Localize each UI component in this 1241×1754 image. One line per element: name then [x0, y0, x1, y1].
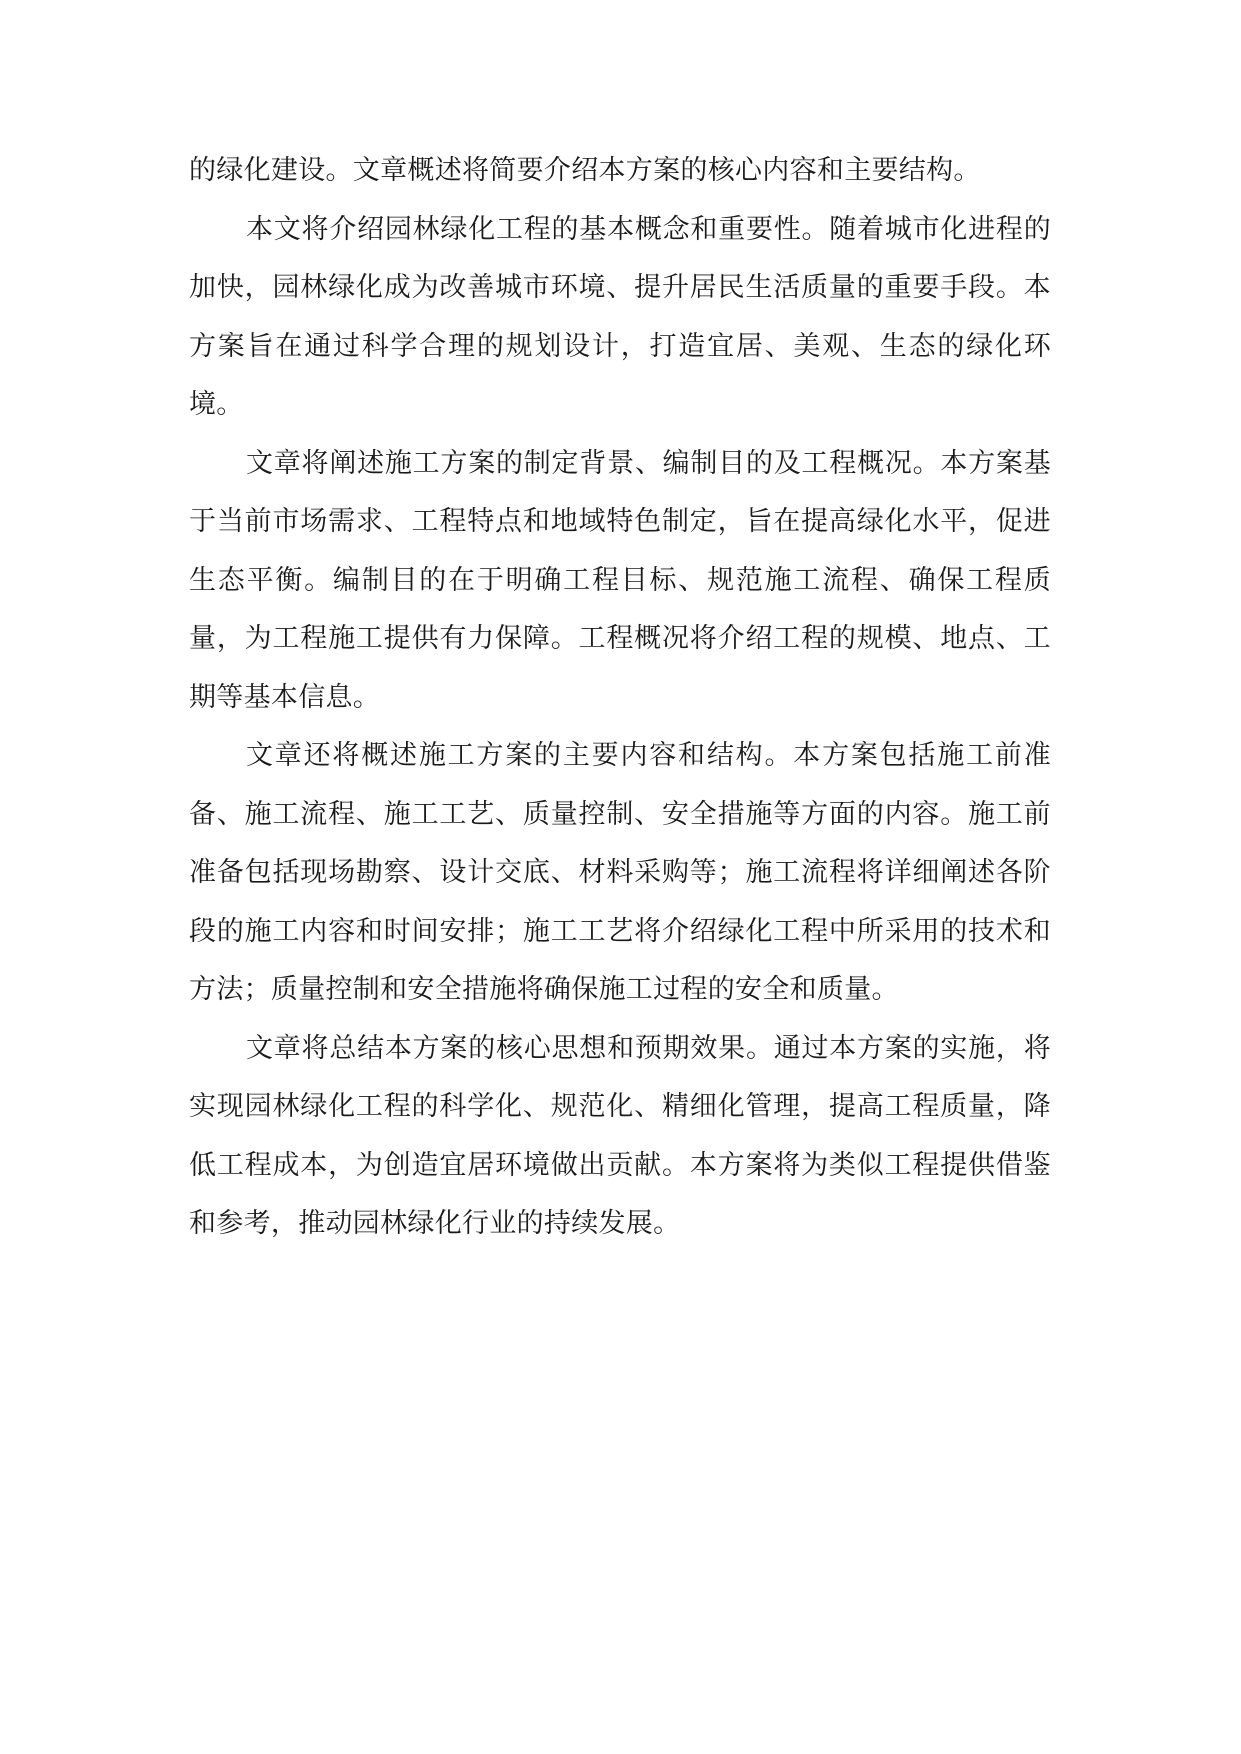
paragraph-summary: 文章将总结本方案的核心思想和预期效果。通过本方案的实施，将实现园林绿化工程的科学化、规范化、精细化管理，提高工程质量，降低工程成本，为创造宜居环境做出贡献。本方案将为类似工程提供借鉴和参考，推动园林绿化行业的持续发展。: [189, 1032, 1051, 1239]
paragraph-intro: 本文将介绍园林绿化工程的基本概念和重要性。随着城市化进程的加快，园林绿化成为改善城市环境、提升居民生活质量的重要手段。本方案旨在通过科学合理的规划设计，打造宜居、美观、生态的绿化环境。: [189, 213, 1051, 420]
paragraph-continuation: 的绿化建设。文章概述将简要介绍本方案的核心内容和主要结构。: [189, 155, 981, 186]
paragraph-background: 文章将阐述施工方案的制定背景、编制目的及工程概况。本方案基于当前市场需求、工程特点和地域特色制定，旨在提高绿化水平，促进生态平衡。编制目的在于明确工程目标、规范施工流程、确保工程质量，为工程施工提供有力保障。工程概况将介绍工程的规模、地点、工期等基本信息。: [189, 447, 1051, 713]
paragraph-structure: 文章还将概述施工方案的主要内容和结构。本方案包括施工前准备、施工流程、施工工艺、质量控制、安全措施等方面的内容。施工前准备包括现场勘察、设计交底、材料采购等；施工流程将详细阐述各阶段的施工内容和时间安排；施工工艺将介绍绿化工程中所采用的技术和方法；质量控制和安全措施将确保施工过程的安全和质量。: [189, 740, 1051, 1005]
document-body: [189, 142, 1051, 1254]
